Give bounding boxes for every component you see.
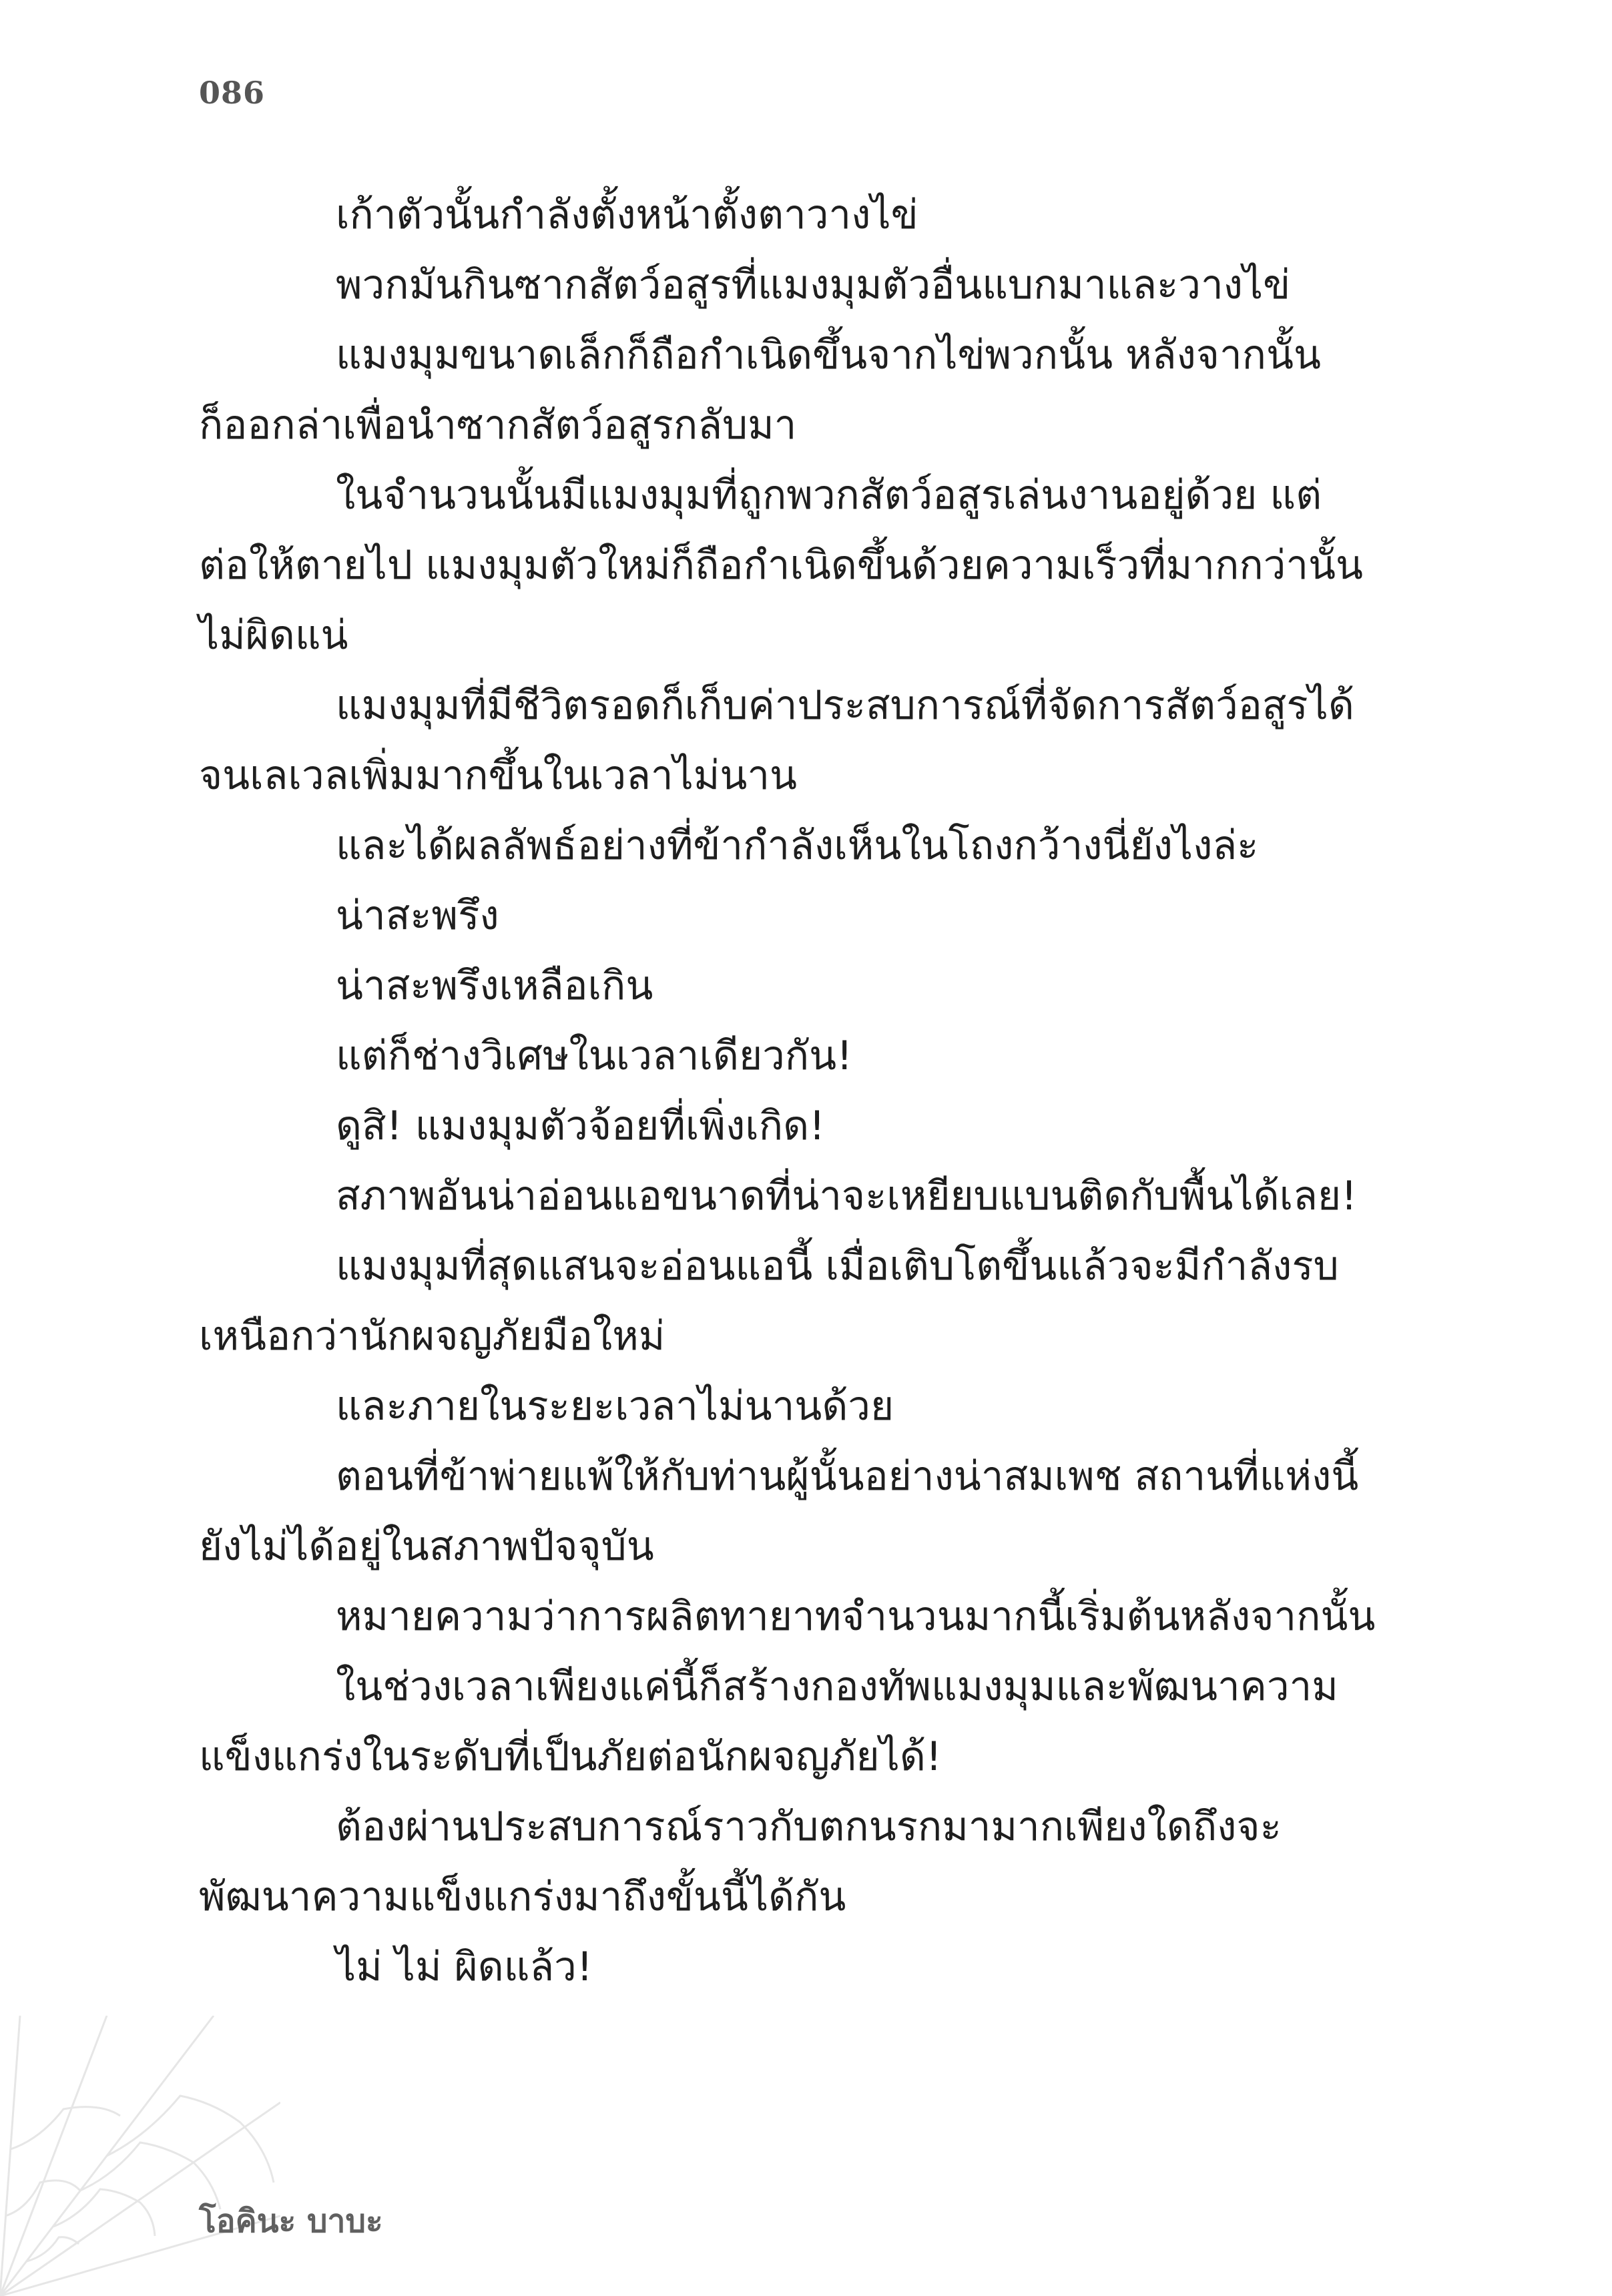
text-line: แข็งแกร่งในระดับที่เป็นภัยต่อนักผจญภัยได้! (199, 1733, 942, 1780)
text-line: ก็ออกล่าเพื่อนำซากสัตว์อสูรกลับมา (199, 402, 797, 449)
text-line: น่าสะพรึงเหลือเกิน (336, 962, 653, 1009)
cobweb-decoration-icon (0, 2016, 280, 2296)
text-line: พัฒนาความแข็งแกร่งมาถึงขั้นนี้ได้กัน (199, 1874, 846, 1920)
text-line: เหนือกว่านักผจญภัยมือใหม่ (199, 1313, 665, 1360)
text-line: เก้าตัวนั้นกำลังตั้งหน้าตั้งตาวางไข่ (336, 192, 918, 238)
text-line: ไม่ ไม่ ผิดแล้ว! (336, 1944, 593, 1990)
text-line: ต้องผ่านประสบการณ์ราวกับตกนรกมามากเพียงใดถึงจะ (336, 1803, 1282, 1850)
text-line: พวกมันกินซากสัตว์อสูรที่แมงมุมตัวอื่นแบกมาและวางไข่ (336, 262, 1291, 308)
text-line: ไม่ผิดแน่ (199, 612, 348, 659)
text-line: แมงมุมที่สุดแสนจะอ่อนแอนี้ เมื่อเติบโตขึ้นแล้วจะมีกำลังรบ (336, 1243, 1339, 1289)
text-line: สภาพอันน่าอ่อนแอขนาดที่น่าจะเหยียบแบนติดกับพื้นได้เลย! (336, 1173, 1358, 1219)
book-author-footer: โอคินะ บาบะ (199, 2203, 383, 2240)
text-line: หมายความว่าการผลิตทายาทจำนวนมากนี้เริ่มต้นหลังจากนั้น (336, 1593, 1376, 1640)
page-number: 086 (199, 75, 266, 111)
text-line: จนเลเวลเพิ่มมากขึ้นในเวลาไม่นาน (199, 752, 798, 799)
text-line: ดูสิ! แมงมุมตัวจ้อยที่เพิ่งเกิด! (336, 1103, 826, 1149)
text-line: ยังไม่ได้อยู่ในสภาพปัจจุบัน (199, 1523, 654, 1570)
text-line: ในจำนวนนั้นมีแมงมุมที่ถูกพวกสัตว์อสูรเล่นงานอยู่ด้วย แต่ (336, 472, 1322, 519)
text-line: ในช่วงเวลาเพียงแค่นี้ก็สร้างกองทัพแมงมุมและพัฒนาความ (336, 1663, 1338, 1710)
text-line: และภายในระยะเวลาไม่นานด้วย (336, 1383, 894, 1430)
text-line: แมงมุมที่มีชีวิตรอดก็เก็บค่าประสบการณ์ที่จัดการสัตว์อสูรได้ (336, 682, 1354, 729)
text-line: แมงมุมขนาดเล็กก็ถือกำเนิดขึ้นจากไข่พวกนั้น หลังจากนั้น (336, 332, 1322, 378)
text-line: และได้ผลลัพธ์อย่างที่ข้ากำลังเห็นในโถงกว้างนี่ยังไงล่ะ (336, 822, 1259, 869)
text-line: แต่ก็ช่างวิเศษในเวลาเดียวกัน! (336, 1033, 853, 1079)
text-line: ตอนที่ข้าพ่ายแพ้ให้กับท่านผู้นั้นอย่างน่าสมเพช สถานที่แห่งนี้ (336, 1453, 1359, 1500)
text-line: ต่อให้ตายไป แมงมุมตัวใหม่ก็ถือกำเนิดขึ้นด้วยความเร็วที่มากกว่านั้น (199, 542, 1364, 589)
text-line: น่าสะพรึง (336, 892, 499, 939)
body-text (199, 180, 1407, 2002)
